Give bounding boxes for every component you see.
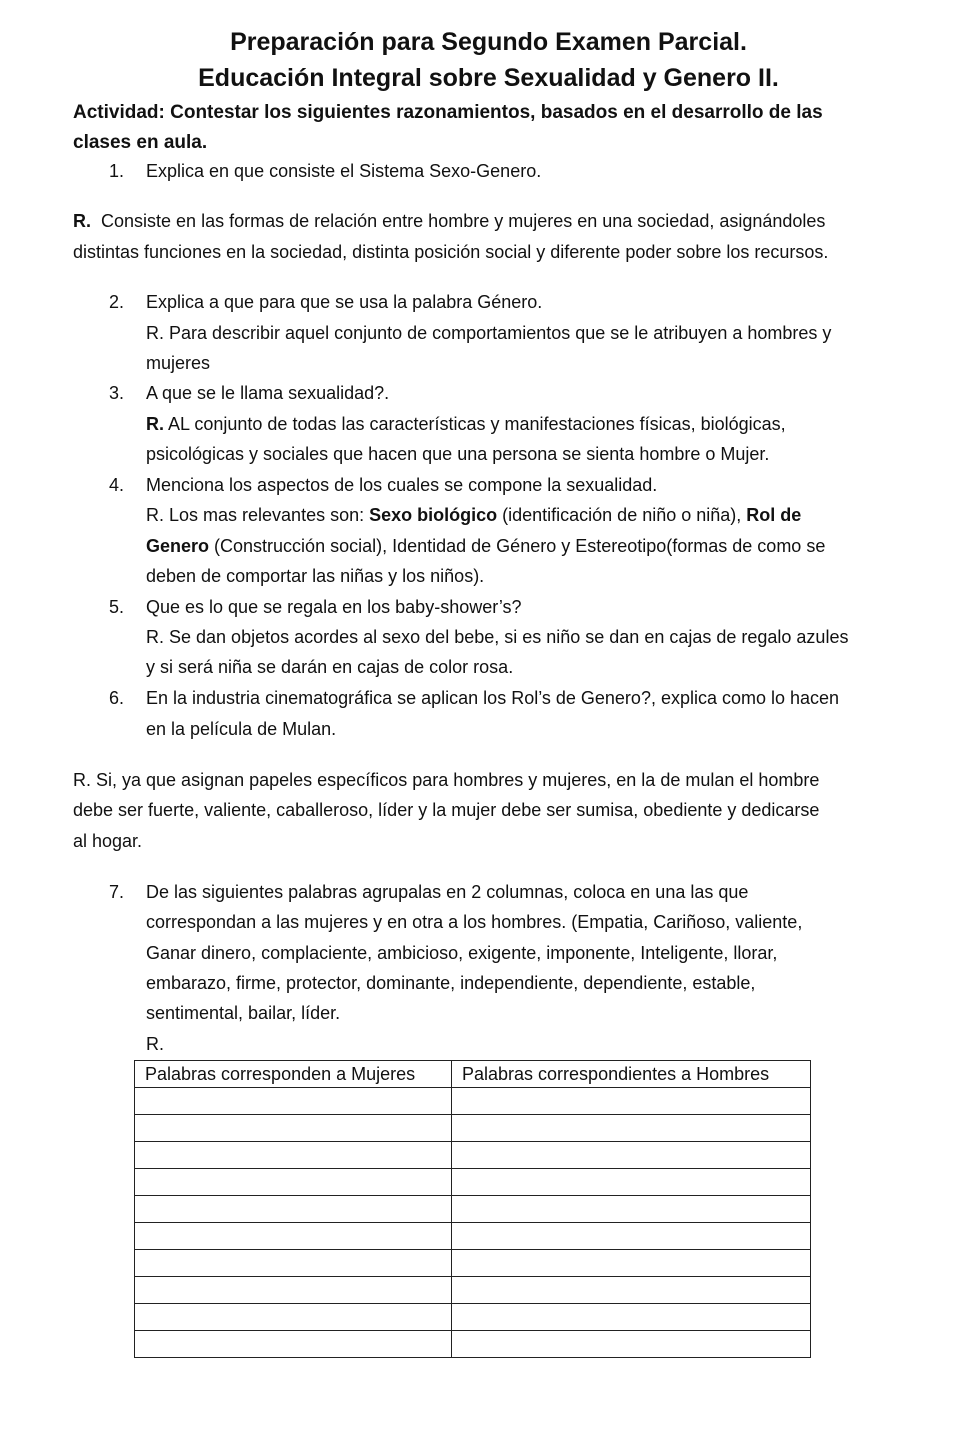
document-subtitle: Educación Integral sobre Sexualidad y Genero II. [198,64,779,92]
document-title: Preparación para Segundo Examen Parcial. [230,28,747,56]
activity-instruction: Actividad: Contestar los siguientes razonamientos, basados en el desarrollo de las [73,102,823,123]
table-row [135,1223,811,1250]
table-row [135,1250,811,1277]
table-row [135,1169,811,1196]
men-word-cell[interactable] [452,1277,811,1304]
answer-text: R. AL conjunto de todas las características y manifestaciones físicas, biológicas, [146,414,786,434]
table-row [135,1331,811,1358]
answer-text: R. Se dan objetos acordes al sexo del bebe, si es niño se dan en cajas de regalo azules [146,627,849,647]
women-word-cell[interactable] [135,1331,452,1358]
question-text: Menciona los aspectos de los cuales se compone la sexualidad. [146,475,658,495]
answer-text: debe ser fuerte, valiente, caballeroso, líder y la mujer debe ser sumisa, obediente y dedicarse [73,800,820,820]
question-number: 3. [109,383,125,403]
women-word-cell[interactable] [135,1088,452,1115]
women-word-cell[interactable] [135,1142,452,1169]
women-word-cell[interactable] [135,1250,452,1277]
men-column-header: Palabras correspondientes a Hombres [452,1061,811,1088]
question-text: De las siguientes palabras agrupalas en 2 columnas, coloca en una las que [146,882,749,902]
question-text: Ganar dinero, complaciente, ambicioso, exigente, imponente, Inteligente, llorar, [146,943,778,963]
question-text: correspondan a las mujeres y en otra a los hombres. (Empatia, Cariñoso, valiente, [146,912,803,932]
question-number: 6. [109,688,125,708]
question-text: Que es lo que se regala en los baby-shower’s? [146,597,522,617]
women-column-header: Palabras corresponden a Mujeres [135,1061,452,1088]
answer-label: R. [146,414,164,434]
men-word-cell[interactable] [452,1115,811,1142]
men-word-cell[interactable] [452,1142,811,1169]
women-word-cell[interactable] [135,1169,452,1196]
question-text: embarazo, firme, protector, dominante, independiente, dependiente, estable, [146,973,756,993]
word-classification-table [134,1060,811,1358]
answer-text: psicológicas y sociales que hacen que una persona se sienta hombre o Mujer. [146,444,770,464]
table-row [135,1304,811,1331]
men-word-cell[interactable] [452,1331,811,1358]
women-word-cell[interactable] [135,1223,452,1250]
table-row [135,1142,811,1169]
activity-instruction-cont: clases en aula. [73,132,208,153]
table-row [135,1277,811,1304]
table-row [135,1196,811,1223]
answer-text: R. Los mas relevantes son: Sexo biológico (identificación de niño o niña), Rol de [146,505,802,525]
men-word-cell[interactable] [452,1169,811,1196]
answer-text: al hogar. [73,831,143,851]
table-row [135,1115,811,1142]
men-word-cell[interactable] [452,1304,811,1331]
men-word-cell[interactable] [452,1223,811,1250]
women-word-cell[interactable] [135,1196,452,1223]
answer-text: deben de comportar las niñas y los niños). [146,566,485,586]
answer-text: Genero (Construcción social), Identidad de Género y Estereotipo(formas de como se [146,536,826,556]
men-word-cell[interactable] [452,1088,811,1115]
answer-text: mujeres [146,353,211,373]
answer-text: distintas funciones en la sociedad, distinta posición social y diferente poder sobre los recursos. [73,242,829,262]
answer-label: R. [146,1034,164,1054]
women-word-cell[interactable] [135,1115,452,1142]
question-number: 4. [109,475,125,495]
answer-text: R. Consiste en las formas de relación entre hombre y mujeres en una sociedad, asignándoles [73,211,826,231]
question-text: En la industria cinematográfica se aplican los Rol’s de Genero?, explica como lo hacen [146,688,840,708]
question-number: 7. [109,882,125,902]
table-row [135,1088,811,1115]
answer-text: R. Si, ya que asignan papeles específicos para hombres y mujeres, en la de mulan el hombre [73,770,820,790]
women-word-cell[interactable] [135,1277,452,1304]
question-text: Explica en que consiste el Sistema Sexo-Genero. [146,161,542,181]
table-header-row [135,1061,811,1088]
question-text: Explica a que para que se usa la palabra Género. [146,292,543,312]
men-word-cell[interactable] [452,1196,811,1223]
answer-text: y si será niña se darán en cajas de color rosa. [146,657,514,677]
answer-text: R. Para describir aquel conjunto de comportamientos que se le atribuyen a hombres y [146,323,832,343]
table-body [135,1088,811,1358]
question-number: 2. [109,292,125,312]
question-number: 5. [109,597,125,617]
question-text: en la película de Mulan. [146,719,337,739]
men-word-cell[interactable] [452,1250,811,1277]
question-text: A que se le llama sexualidad?. [146,383,390,403]
answer-label: R. [73,211,91,231]
question-text: sentimental, bailar, líder. [146,1003,341,1023]
women-word-cell[interactable] [135,1304,452,1331]
question-number: 1. [109,161,125,181]
